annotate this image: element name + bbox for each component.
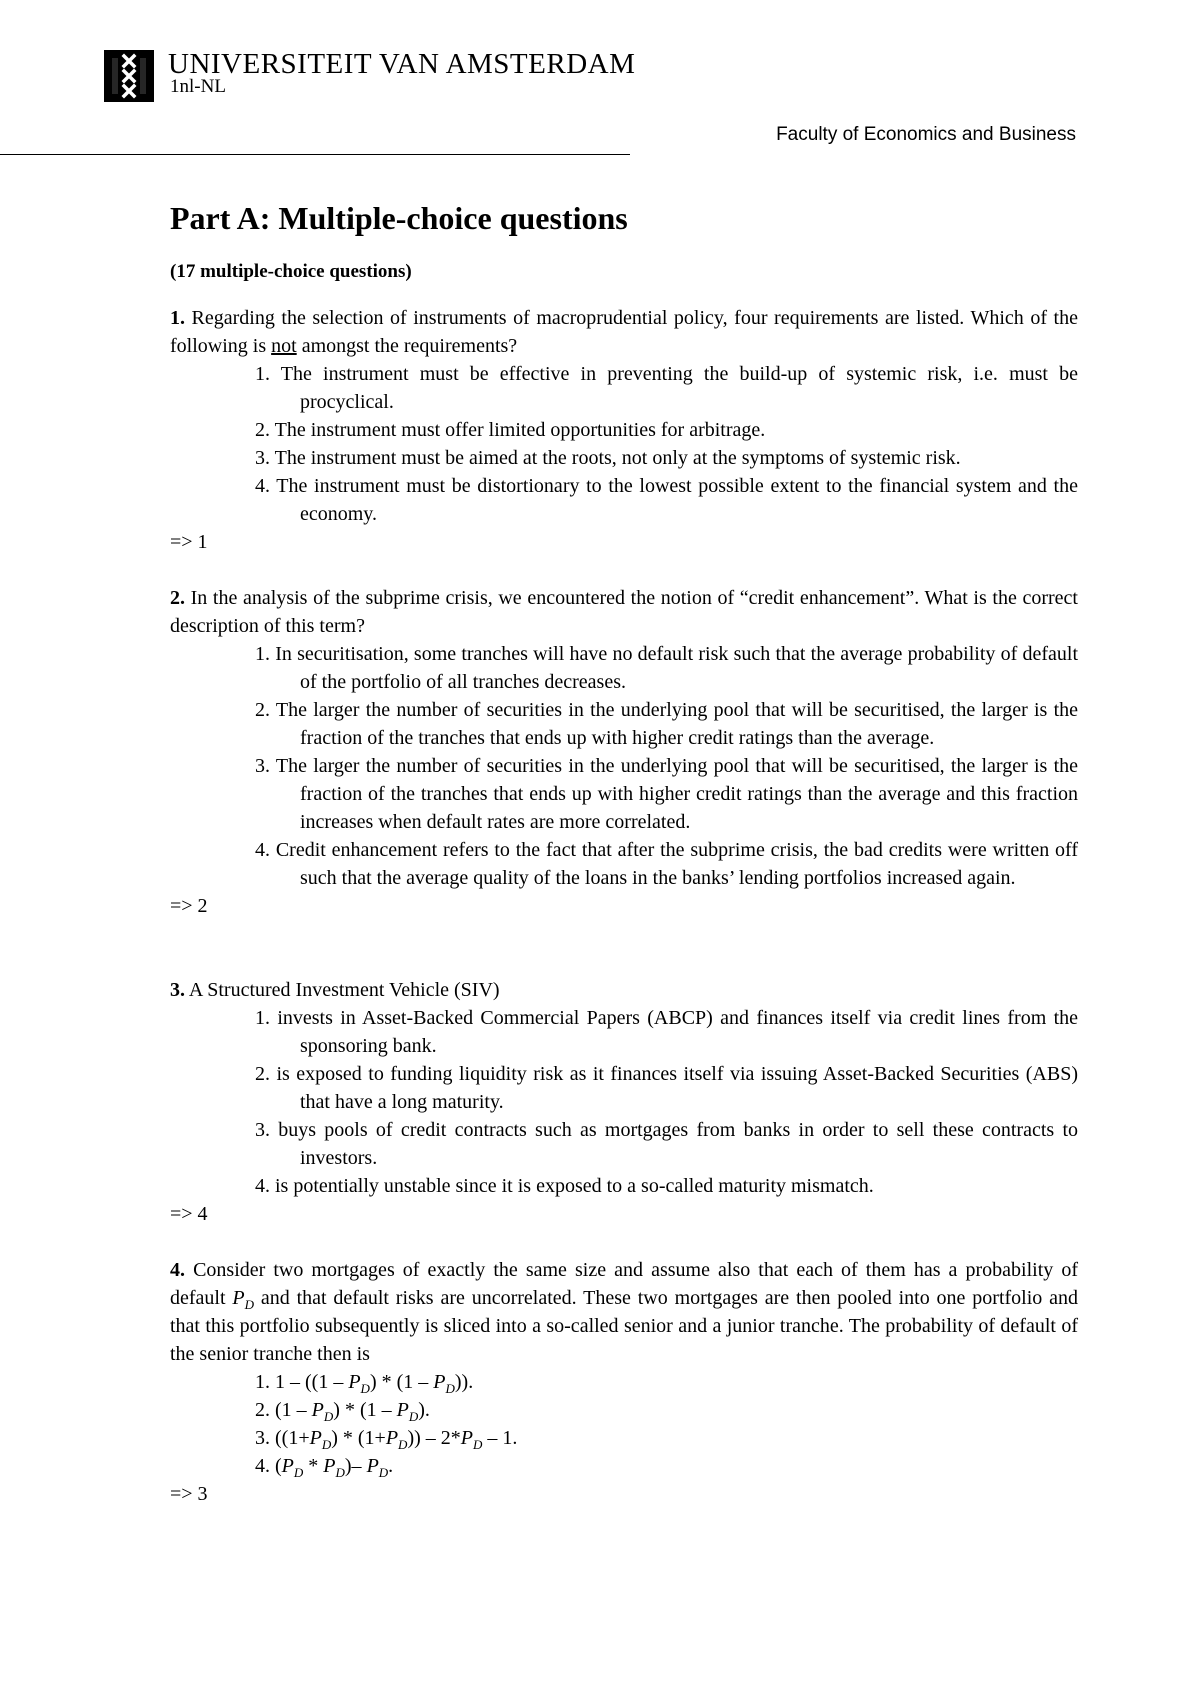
option-number: 4. — [255, 1455, 270, 1477]
option-text: In securitisation, some tranches will have no default risk such that the average probability of default of the portfolio of all tranches decreases. — [275, 643, 1078, 693]
option-number: 1. — [255, 643, 270, 665]
option-4 — [170, 472, 1078, 528]
question-text — [170, 304, 1078, 360]
option-4 — [170, 1452, 1078, 1480]
question-text-part: amongst the requirements? — [296, 335, 518, 357]
question-number: 2. — [170, 587, 185, 609]
option-1 — [170, 1004, 1078, 1060]
option-number: 3. — [255, 447, 270, 469]
symbol-pd: $P_D$ — [460, 1427, 483, 1452]
question-4 — [170, 1256, 1078, 1508]
option-list — [170, 1368, 1078, 1480]
option-text: is exposed to funding liquidity risk as it finances itself via issuing Asset-Backed Securities (ABS) that have a long maturity. — [276, 1063, 1078, 1113]
symbol-base: P — [232, 1287, 245, 1309]
option-text: buys pools of credit contracts such as mortgages from banks in order to sell these contracts to investors. — [278, 1119, 1079, 1169]
option-text: is potentially unstable since it is exposed to a so-called maturity mismatch. — [275, 1175, 874, 1197]
question-text-part: A Structured Investment Vehicle (SIV) — [185, 979, 500, 1001]
option-1 — [170, 1368, 1078, 1396]
option-text: Credit enhancement refers to the fact that after the subprime crisis, the bad credits were written off such that the average quality of the loans in the banks’ lending portfolios increased again. — [275, 839, 1079, 889]
answer: => 4 — [170, 1203, 208, 1225]
option-list — [170, 640, 1078, 892]
question-text — [170, 1256, 1078, 1368]
logo-crosses-icon — [104, 50, 154, 102]
answer: => 3 — [170, 1483, 208, 1505]
option-number: 3. — [255, 1427, 270, 1449]
symbol-pd — [232, 1287, 254, 1312]
option-2 — [170, 696, 1078, 752]
question-text-part: In the analysis of the subprime crisis, we encountered the notion of “credit enhancement”. What is the correct description of this term? — [170, 587, 1078, 637]
university-name: UNIVERSITEIT VAN AMSTERDAM — [168, 48, 636, 80]
question-1 — [170, 304, 1078, 556]
option-3 — [170, 752, 1078, 836]
option-list — [170, 360, 1078, 528]
question-3 — [170, 976, 1078, 1228]
option-number: 4. — [255, 475, 270, 497]
symbol-pd: $P_D$ — [311, 1399, 334, 1424]
question-2 — [170, 584, 1078, 920]
option-2 — [170, 1396, 1078, 1424]
symbol-pd: $P_D$ — [348, 1371, 370, 1396]
option-4 — [170, 1172, 1078, 1200]
symbol-pd: $P_D$ — [385, 1427, 408, 1452]
option-text: The instrument must be effective in preventing the build-up of systemic risk, i.e. must be procyclical. — [280, 363, 1078, 413]
option-number: 1. — [255, 1371, 270, 1393]
question-text-part: Consider two mortgages of exactly the same size and assume also that each of them has a probability of default — [170, 1259, 1078, 1309]
option-number: 2. — [255, 1063, 270, 1085]
option-text: The instrument must be aimed at the roots, not only at the symptoms of systemic risk. — [274, 447, 961, 469]
symbol-pd: $P_D$ — [309, 1427, 332, 1452]
option-2 — [170, 1060, 1078, 1116]
symbol-pd: $P_D$ — [281, 1455, 304, 1480]
option-formula: $(P_D * P_D)-$ $P_D$. — [275, 1455, 394, 1480]
option-formula: $1 - ((1 - P_D) * (1 - P_D))$. — [275, 1371, 474, 1396]
uva-logo — [104, 50, 154, 102]
question-text-part: and that default risks are uncorrelated. These two mortgages are then pooled into one portfolio and that this portfolio subsequently is sliced into a so-called senior and a junior tranche. The probability of default of the senior tranche then is — [170, 1287, 1079, 1365]
option-number: 3. — [255, 755, 270, 777]
option-1 — [170, 640, 1078, 696]
option-number: 2. — [255, 699, 270, 721]
question-text-part: Regarding the selection of instruments of macroprudential policy, four requirements are listed. Which of the following is — [170, 307, 1078, 357]
option-text: The larger the number of securities in the underlying pool that will be securitised, the larger is the fraction of the tranches that ends up with higher credit ratings than the average and this fraction increases when default rates are more correlated. — [275, 755, 1079, 833]
symbol-pd: $P_D$ — [396, 1399, 419, 1424]
question-number: 4. — [170, 1259, 185, 1281]
option-3 — [170, 444, 1078, 472]
question-text — [170, 584, 1078, 640]
option-list — [170, 1004, 1078, 1200]
answer: => 2 — [170, 895, 208, 917]
page-title: Part A: Multiple-choice questions — [170, 200, 628, 236]
option-number: 3. — [255, 1119, 270, 1141]
option-3 — [170, 1116, 1078, 1172]
option-3 — [170, 1424, 1078, 1452]
question-count: (17 multiple-choice questions) — [170, 261, 412, 282]
header-rule — [0, 154, 630, 155]
option-text: The instrument must offer limited opportunities for arbitrage. — [274, 419, 766, 441]
question-text-emphasis: not — [271, 335, 297, 357]
question-number: 1. — [170, 307, 185, 329]
option-number: 1. — [255, 363, 270, 385]
option-number: 2. — [255, 419, 270, 441]
answer: => 1 — [170, 531, 208, 553]
option-text: invests in Asset-Backed Commercial Papers (ABCP) and finances itself via credit lines from the sponsoring bank. — [277, 1007, 1079, 1057]
university-subtitle: 1nl-NL — [170, 76, 226, 97]
symbol-pd: $P_D$ — [433, 1371, 455, 1396]
question-text — [170, 976, 1078, 1004]
option-formula: $(1 - P_D) * (1 - P_D)$. — [275, 1399, 430, 1424]
option-number: 4. — [255, 1175, 270, 1197]
option-text: The instrument must be distortionary to the lowest possible extent to the financial system and the economy. — [276, 475, 1078, 525]
faculty-name: Faculty of Economics and Business — [776, 124, 1076, 145]
option-text: The larger the number of securities in the underlying pool that will be securitised, the larger is the fraction of the tranches that ends up with higher credit ratings than the average. — [275, 699, 1079, 749]
option-formula: $((1+P_D) * (1+P_D)) - 2*P_D - 1$. — [275, 1427, 518, 1452]
option-1 — [170, 360, 1078, 416]
option-number: 2. — [255, 1399, 270, 1421]
question-number: 3. — [170, 979, 185, 1001]
symbol-pd: $P_D$ — [366, 1455, 389, 1480]
option-4 — [170, 836, 1078, 892]
option-number: 1. — [255, 1007, 270, 1029]
symbol-pd: $P_D$ — [323, 1455, 345, 1480]
option-2 — [170, 416, 1078, 444]
document-body — [170, 198, 1078, 1536]
symbol-subscript: D — [244, 1297, 254, 1312]
option-number: 4. — [255, 839, 270, 861]
